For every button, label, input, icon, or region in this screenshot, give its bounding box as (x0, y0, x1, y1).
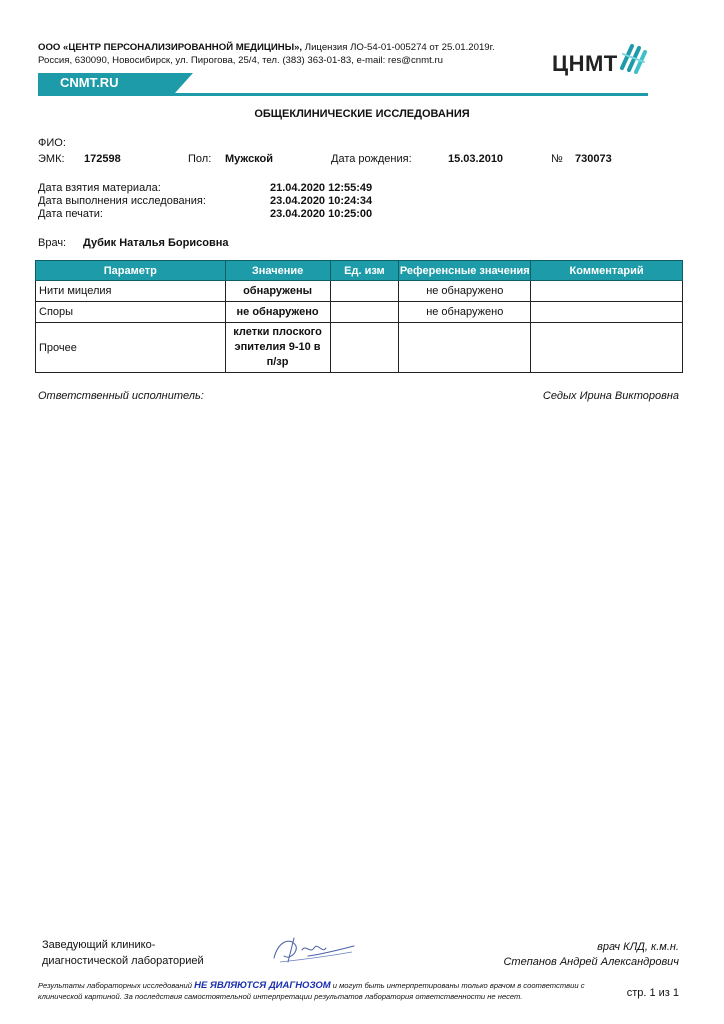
license-text: Лицензия ЛО-54-01-005274 от 25.01.2019г. (302, 42, 495, 53)
disclaimer-note (38, 980, 618, 1002)
column-header: Ед. изм (330, 261, 399, 281)
responsible-name: Седых Ирина Викторовна (542, 390, 679, 402)
dob-label: Дата рождения: (331, 153, 412, 165)
logo-text: ЦНМТ (552, 51, 618, 76)
param-cell: Нити мицелия (36, 281, 226, 302)
disclaimer-emphasis: НЕ ЯВЛЯЮТСЯ ДИАГНОЗОМ (194, 980, 331, 991)
site-band (38, 73, 648, 96)
date-done-value: 23.04.2020 10:24:34 (270, 195, 373, 207)
reference-cell: не обнаружено (399, 281, 531, 302)
disclaimer-part-a: Результаты лабораторных исследований (38, 981, 195, 990)
sex-label: Пол: (188, 153, 212, 165)
comment-cell (531, 302, 683, 323)
date-taken-value: 21.04.2020 12:55:49 (270, 182, 373, 194)
unit-cell (330, 302, 399, 323)
value-cell: не обнаружено (225, 302, 330, 323)
header-divider (38, 93, 648, 96)
doctor-label: Врач: (38, 237, 67, 249)
table-header-row (36, 261, 683, 281)
table-row (36, 281, 683, 302)
column-header: Комментарий (531, 261, 683, 281)
param-cell: Споры (36, 302, 226, 323)
document-title: ОБЩЕКЛИНИЧЕСКИЕ ИССЛЕДОВАНИЯ (254, 108, 470, 120)
doctor-name: Дубик Наталья Борисовна (83, 237, 229, 249)
reference-cell: не обнаружено (399, 302, 531, 323)
dob-value: 15.03.2010 (448, 153, 504, 165)
head-name: Степанов Андрей Александрович (503, 956, 679, 968)
disclaimer-part-c: и могут быть интерпретированы только врачом в соответствии с клинической картиной. За последствия самостоятельной интерпретации результатов лаборатория ответственности не несет. (38, 981, 585, 1001)
org-address: Россия, 630090, Новосибирск, ул. Пирогова, 25/4, тел. (383) 363-01-83, e-mail: res@cnmt.ru (38, 55, 443, 66)
column-header: Референсные значения (399, 261, 531, 281)
unit-cell (330, 281, 399, 302)
lab-head-line1: Заведующий клинико- (42, 939, 156, 951)
page-number: стр. 1 из 1 (626, 987, 679, 999)
results-table (35, 260, 683, 373)
date-done-label: Дата выполнения исследования: (38, 195, 206, 207)
value-cell: обнаружены (225, 281, 330, 302)
signature-image (268, 932, 358, 968)
lab-head-line2: диагностической лабораторией (42, 955, 204, 967)
comment-cell (531, 281, 683, 302)
sex-value: Мужской (225, 153, 274, 165)
value-cell: клетки плоского эпителия 9-10 в п/зр (225, 323, 330, 373)
dna-helix-icon (618, 42, 648, 74)
fio-label: ФИО: (38, 137, 66, 149)
column-header: Значение (225, 261, 330, 281)
emk-value: 172598 (84, 153, 121, 165)
param-cell: Прочее (36, 323, 226, 373)
head-position: врач КЛД, к.м.н. (597, 941, 679, 953)
table-row (36, 302, 683, 323)
table-row (36, 323, 683, 373)
number-value: 730073 (575, 153, 612, 165)
unit-cell (330, 323, 399, 373)
organization-header (38, 41, 495, 67)
comment-cell (531, 323, 683, 373)
lab-head-title (42, 937, 204, 969)
column-header: Параметр (36, 261, 226, 281)
emk-label: ЭМК: (38, 153, 65, 165)
org-name: ООО «ЦЕНТР ПЕРСОНАЛИЗИРОВАННОЙ МЕДИЦИНЫ», (38, 42, 303, 53)
number-label: № (551, 153, 563, 165)
date-taken-label: Дата взятия материала: (38, 182, 161, 194)
reference-cell (399, 323, 531, 373)
date-print-label: Дата печати: (38, 208, 103, 220)
date-print-value: 23.04.2020 10:25:00 (270, 208, 373, 220)
site-url: CNMT.RU (38, 73, 175, 93)
responsible-label: Ответственный исполнитель: (38, 390, 204, 402)
